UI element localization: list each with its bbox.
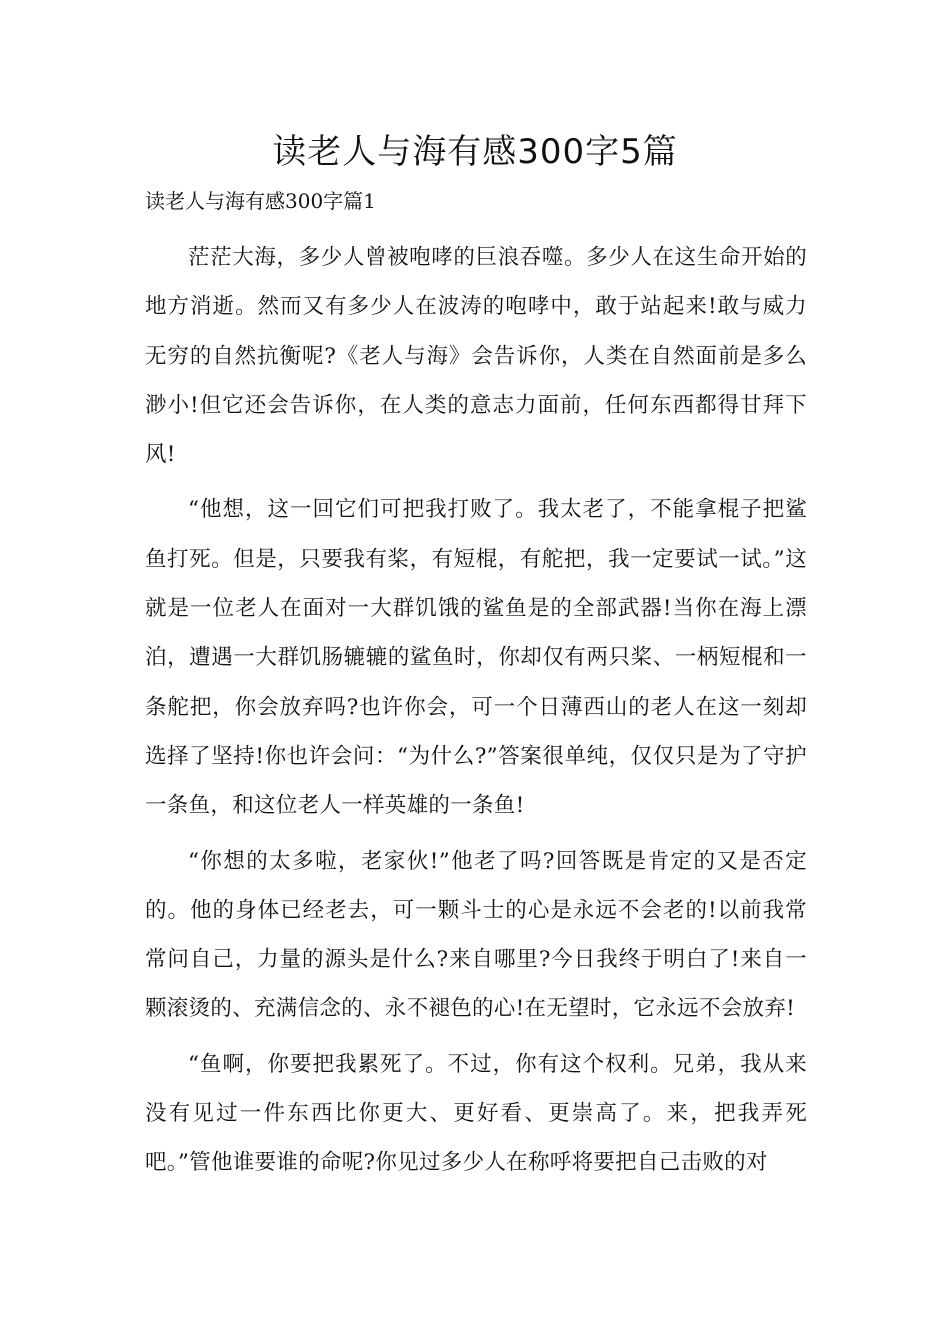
- section-heading: 读老人与海有感300字篇1: [145, 189, 376, 213]
- paragraph-2: “他想，这一回它们可把我打败了。我太老了，不能拿棍子把鲨鱼打死。但是，只要我有桨，有短棍，有舵把，我一定要试一试。”这就是一位老人在面对一大群饥饿的鲨鱼是的全部武器!当你在海上漂泊，遭遇一大群饥肠辘辘的鲨鱼时，你却仅有两只桨、一柄短棍和一条舵把，你会放弃吗?也许你会，可一个日薄西山的老人在这一刻却选择了坚持!你也许会问：“为什么?”答案很单纯，仅仅只是为了守护一条鱼，和这位老人一样英雄的一条鱼!: [145, 497, 807, 819]
- paragraph-4: “鱼啊，你要把我累死了。不过，你有这个权利。兄弟，我从来没有见过一件东西比你更大、更好看、更崇高了。来，把我弄死吧。”管他谁要谁的命呢?你见过多少人在称呼将要把自己击败的对: [145, 1051, 807, 1176]
- paragraph-3: “你想的太多啦，老家伙!”他老了吗?回答既是肯定的又是否定的。他的身体已经老去，可一颗斗士的心是永远不会老的!以前我常常问自己，力量的源头是什么?来自哪里?今日我终于明白了!来自一颗滚烫的、充满信念的、永不褪色的心!在无望时，它永远不会放弃!: [145, 848, 807, 1022]
- paragraph-1: 茫茫大海，多少人曾被咆哮的巨浪吞噬。多少人在这生命开始的地方消逝。然而又有多少人在波涛的咆哮中，敢于站起来!敢与威力无穷的自然抗衡呢?《老人与海》会告诉你，人类在自然面前是多么渺小!但它还会告诉你，在人类的意志力面前，任何东西都得甘拜下风!: [145, 245, 807, 468]
- body-text: [145, 233, 807, 1194]
- document-title: 读老人与海有感300字5篇: [272, 132, 678, 172]
